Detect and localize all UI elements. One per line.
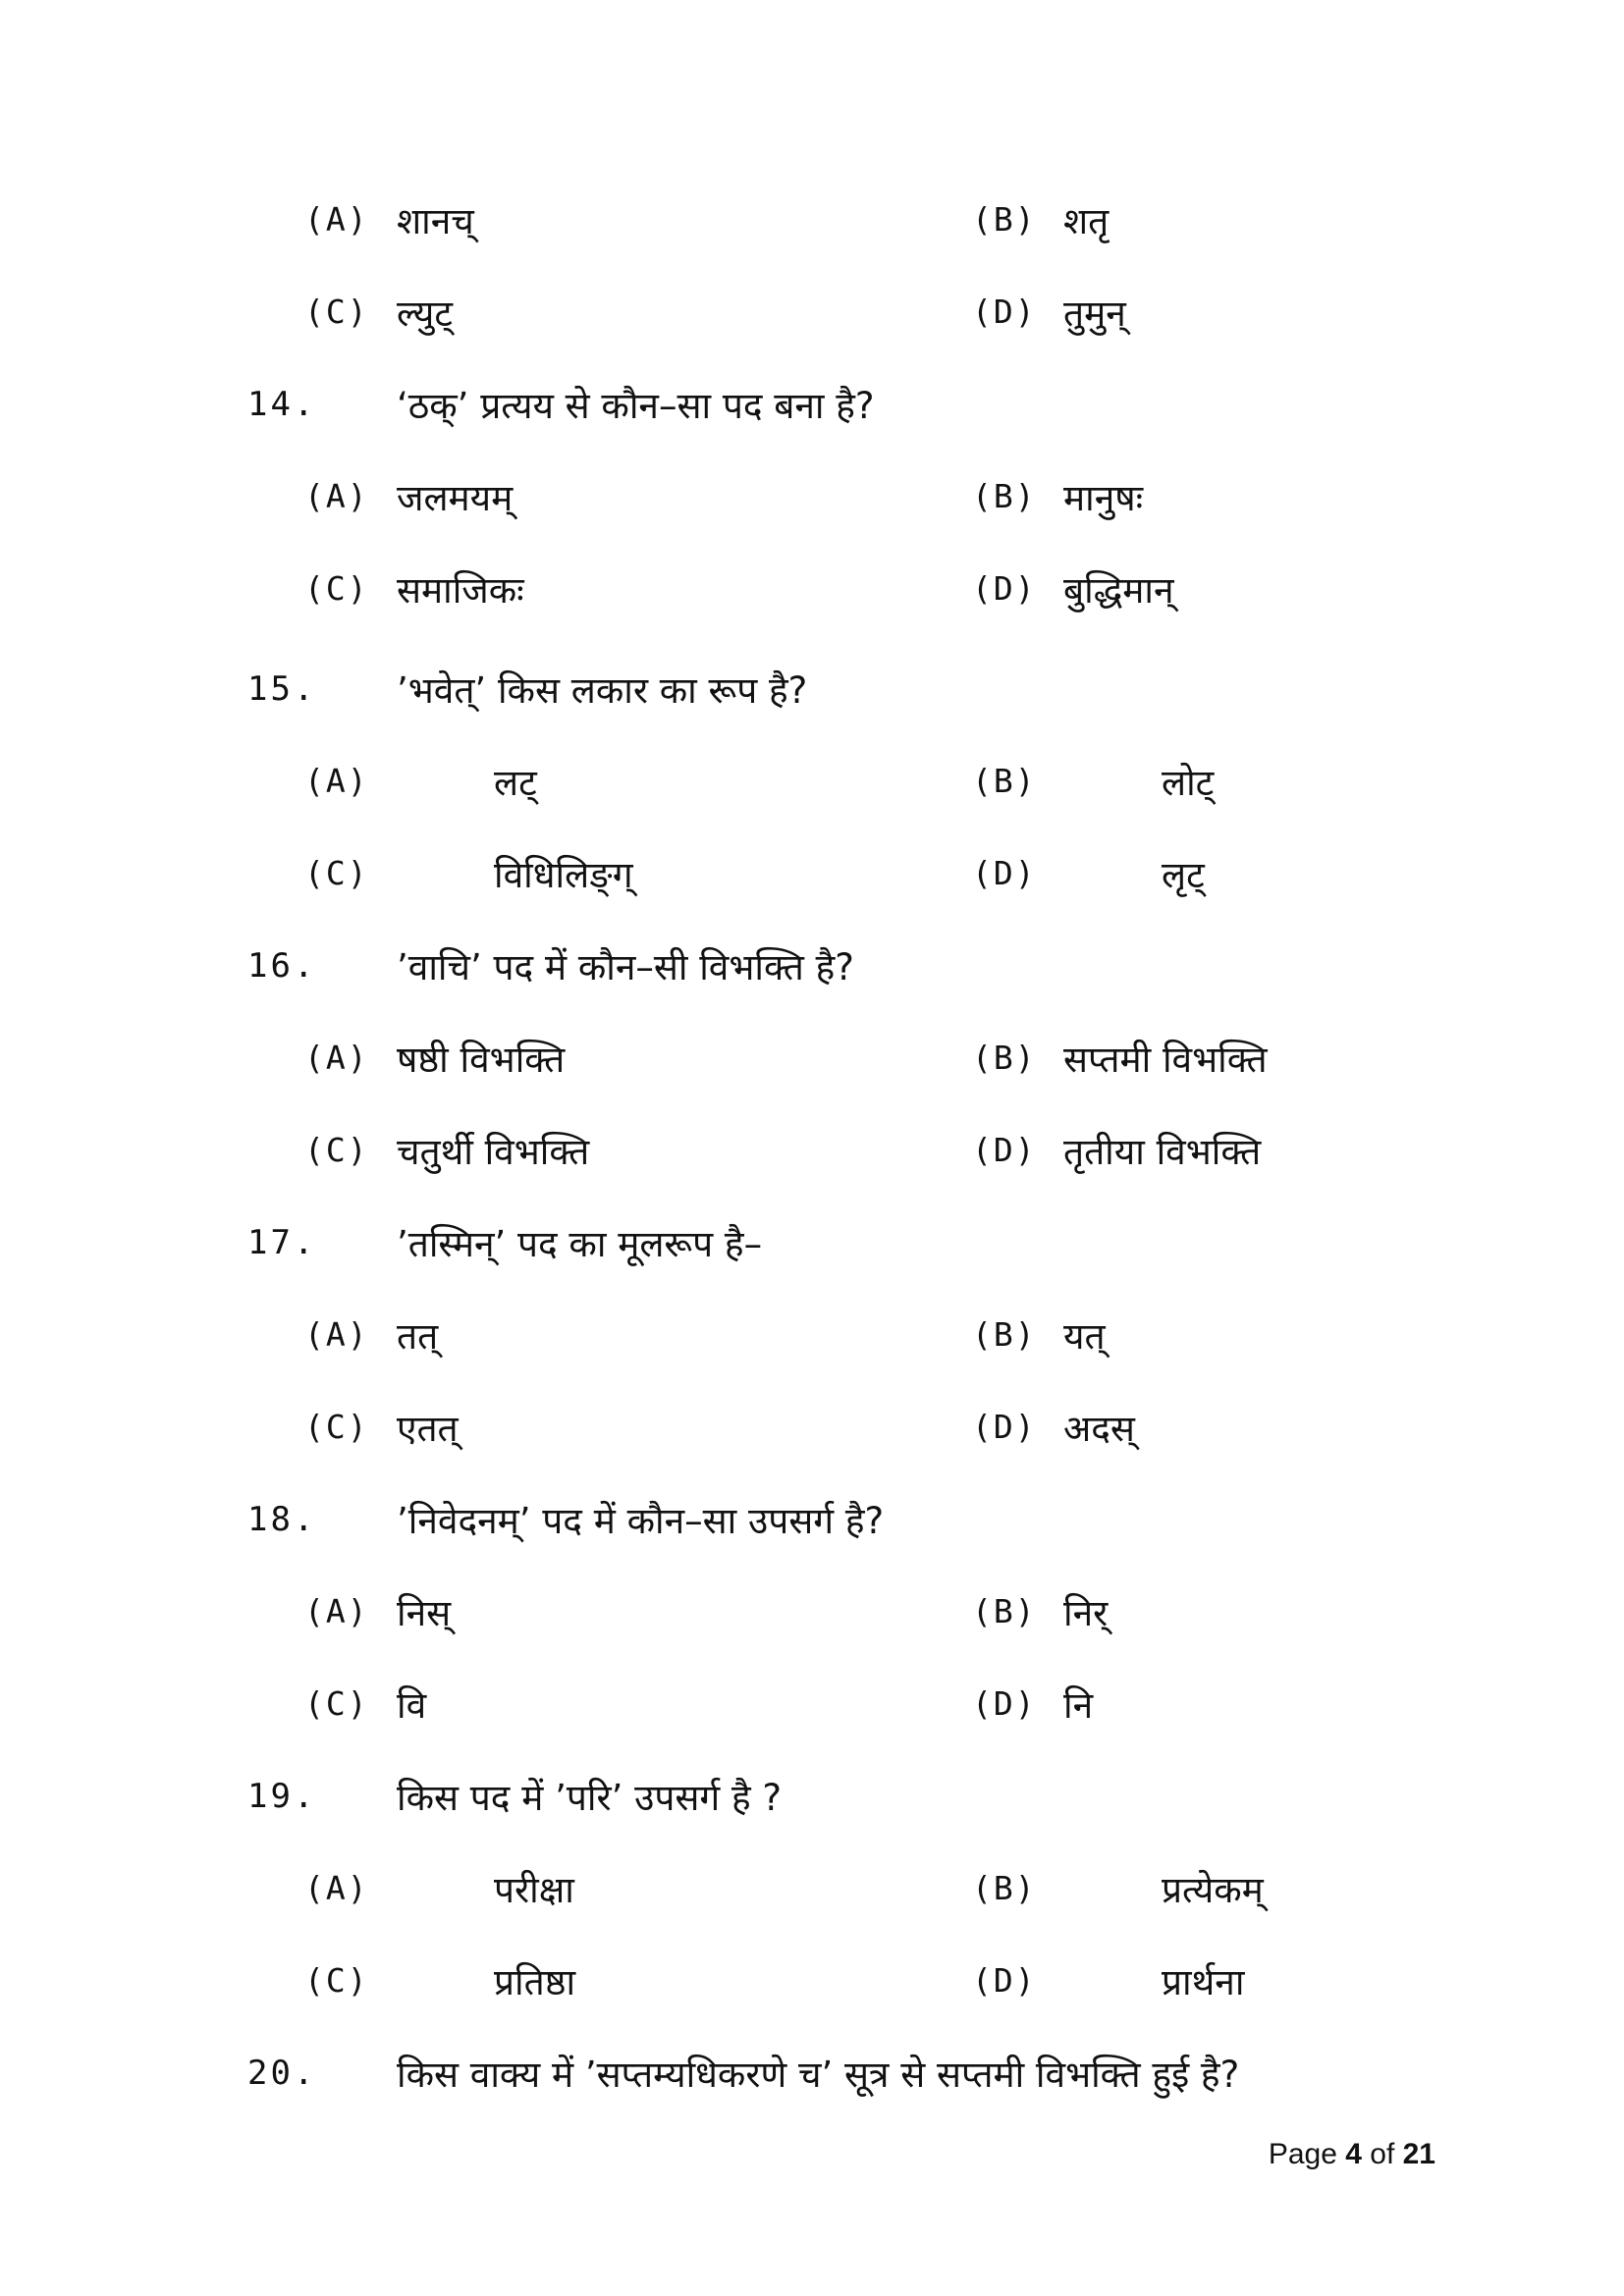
- option-text-a: षष्ठी विभक्ति: [397, 1039, 566, 1081]
- question-number: 20.: [247, 2054, 317, 2093]
- option-row: [0, 1953, 1624, 2012]
- question-text: ’भवेत्’ किस लकार का रूप है?: [397, 669, 808, 712]
- option-row: [0, 561, 1624, 620]
- option-text-b: सप्तमी विभक्ति: [1063, 1039, 1268, 1081]
- option-text-a: लट्: [494, 762, 537, 804]
- option-label-c: (C): [304, 1684, 369, 1723]
- option-label-c: (C): [304, 854, 369, 892]
- question-row: [0, 1215, 1624, 1274]
- option-label-a: (A): [304, 1315, 369, 1354]
- question-number: 17.: [247, 1223, 317, 1262]
- question-number: 14.: [247, 385, 317, 424]
- option-text-b: यत्: [1063, 1315, 1106, 1358]
- question-text: ’वाचि’ पद में कौन–सी विभक्ति है?: [397, 946, 854, 988]
- footer-prefix: Page: [1268, 2138, 1346, 2170]
- option-row: [0, 754, 1624, 813]
- question-number: 19.: [247, 1777, 317, 1816]
- option-text-b: प्रत्येकम्: [1162, 1869, 1264, 1911]
- footer-total-pages: 21: [1402, 2138, 1435, 2170]
- option-label-d: (D): [972, 569, 1037, 608]
- option-text-a: निस्: [397, 1592, 452, 1634]
- option-text-b: निर्: [1063, 1592, 1109, 1634]
- option-text-b: लोट्: [1162, 762, 1215, 804]
- option-text-d: अदस्: [1063, 1408, 1135, 1450]
- option-label-b: (B): [972, 1592, 1037, 1630]
- option-label-b: (B): [972, 1039, 1037, 1077]
- option-row: [0, 846, 1624, 905]
- question-row: [0, 2046, 1624, 2105]
- question-text: ’तस्मिन्’ पद का मूलरूप है–: [397, 1223, 763, 1265]
- option-row: [0, 285, 1624, 344]
- option-label-a: (A): [304, 477, 369, 515]
- option-label-b: (B): [972, 762, 1037, 800]
- question-text: किस वाक्य में ’सप्तम्यधिकरणे च’ सूत्र से सप्तमी विभक्ति हुई है?: [397, 2054, 1240, 2096]
- option-label-d: (D): [972, 1684, 1037, 1723]
- option-row: [0, 1584, 1624, 1643]
- option-text-d: लृट्: [1162, 854, 1205, 896]
- option-text-b: शतृ: [1063, 200, 1110, 242]
- option-text-d: प्रार्थना: [1162, 1961, 1245, 2003]
- question-row: [0, 938, 1624, 997]
- option-label-a: (A): [304, 200, 369, 239]
- option-label-b: (B): [972, 200, 1037, 239]
- option-row: [0, 1123, 1624, 1182]
- question-text: ‘ठक्’ प्रत्यय से कौन–सा पद बना है?: [397, 385, 875, 427]
- option-text-d: नि: [1063, 1684, 1094, 1727]
- option-text-c: विधिलिङ्ग्: [494, 854, 633, 896]
- option-row: [0, 469, 1624, 528]
- option-row: [0, 1861, 1624, 1920]
- footer-of: of: [1361, 2138, 1403, 2170]
- option-text-c: ल्युट्: [397, 293, 454, 335]
- option-text-c: चतुर्थी विभक्ति: [397, 1131, 590, 1173]
- option-label-d: (D): [972, 854, 1037, 892]
- question-row: [0, 1769, 1624, 1828]
- option-label-c: (C): [304, 1961, 369, 2000]
- question-text: किस पद में ’परि’ उपसर्ग है ?: [397, 1777, 783, 1819]
- option-text-d: बुद्धिमान्: [1063, 569, 1174, 612]
- option-label-a: (A): [304, 1869, 369, 1907]
- question-row: [0, 1492, 1624, 1551]
- option-text-a: परीक्षा: [494, 1869, 574, 1911]
- question-number: 16.: [247, 946, 317, 986]
- option-label-d: (D): [972, 1961, 1037, 2000]
- option-label-d: (D): [972, 293, 1037, 331]
- option-label-c: (C): [304, 569, 369, 608]
- option-text-a: शानच्: [397, 200, 474, 242]
- option-label-a: (A): [304, 1039, 369, 1077]
- option-text-c: समाजिकः: [397, 569, 524, 612]
- option-label-c: (C): [304, 1131, 369, 1169]
- question-row: [0, 662, 1624, 721]
- option-text-a: जलमयम्: [397, 477, 514, 519]
- option-text-a: तत्: [397, 1315, 439, 1358]
- option-label-b: (B): [972, 1869, 1037, 1907]
- option-label-d: (D): [972, 1131, 1037, 1169]
- question-number: 18.: [247, 1500, 317, 1539]
- question-row: [0, 377, 1624, 436]
- option-label-c: (C): [304, 293, 369, 331]
- question-number: 15.: [247, 669, 317, 709]
- option-text-b: मानुषः: [1063, 477, 1144, 519]
- option-label-c: (C): [304, 1408, 369, 1446]
- option-row: [0, 1031, 1624, 1090]
- option-text-c: प्रतिष्ठा: [494, 1961, 576, 2003]
- option-text-c: वि: [397, 1684, 427, 1727]
- option-label-b: (B): [972, 1315, 1037, 1354]
- footer-current-page: 4: [1345, 2138, 1362, 2170]
- option-row: [0, 1400, 1624, 1459]
- option-row: [0, 1308, 1624, 1366]
- question-text: ’निवेदनम्’ पद में कौन–सा उपसर्ग है?: [397, 1500, 885, 1542]
- option-text-c: एतत्: [397, 1408, 459, 1450]
- option-label-a: (A): [304, 1592, 369, 1630]
- option-label-d: (D): [972, 1408, 1037, 1446]
- option-text-d: तृतीया विभक्ति: [1063, 1131, 1262, 1173]
- option-label-b: (B): [972, 477, 1037, 515]
- option-text-d: तुमुन्: [1063, 293, 1126, 335]
- page-footer: [1269, 2138, 1435, 2171]
- option-label-a: (A): [304, 762, 369, 800]
- option-row: [0, 1677, 1624, 1735]
- option-row: [0, 192, 1624, 251]
